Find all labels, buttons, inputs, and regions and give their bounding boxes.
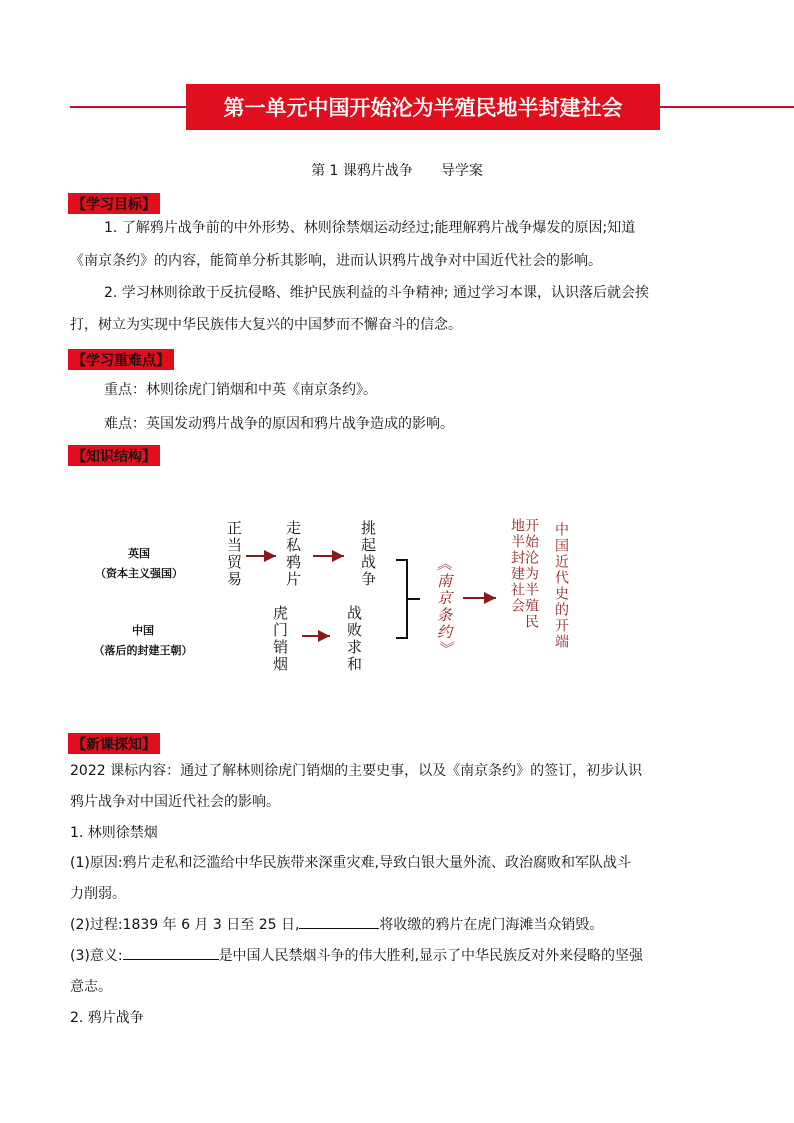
node-start-war: 挑起战争 — [359, 520, 377, 588]
lesson-type: 导学案 — [440, 163, 483, 179]
objective-1-line-2: 《南京条约》的内容，能简单分析其影响，进而认识鸦片战争对中国近代社会的影响。 — [70, 253, 602, 269]
structure-heading: 【知识结构】 — [68, 445, 160, 466]
node-result-modern-history: 中国近代史的开端 — [553, 522, 569, 650]
process-blank[interactable] — [299, 914, 379, 929]
standard-line-1: 2022 课标内容：通过了解林则徐虎门销烟的主要史事，以及《南京条约》的签订，初步认识 — [70, 763, 643, 779]
key-point: 重点：林则徐虎门销烟和中英《南京条约》。 — [104, 382, 377, 398]
standard-line-2: 鸦片战争对中国近代社会的影响。 — [70, 794, 280, 810]
cause-line-1: (1)原因:鸦片走私和泛滥给中华民族带来深重灾难,导致白银大量外流、政治腐败和军队战斗 — [70, 855, 631, 871]
cause-line-2: 力削弱。 — [70, 886, 126, 902]
meaning-line-1 — [70, 941, 643, 971]
objectives-heading: 【学习目标】 — [68, 193, 160, 214]
china-name: 中国 — [132, 624, 154, 637]
meaning-blank[interactable] — [123, 945, 219, 960]
node-result-semi-colonial: 开始沦为半殖民地半封建社会 — [509, 518, 539, 630]
node-nanjing-treaty: 《南京条约》 — [435, 556, 453, 658]
china-desc: （落后的封建王朝） — [93, 644, 193, 657]
lesson-name: 第 1 课鸦片战争 — [311, 163, 413, 179]
britain-name: 英国 — [128, 547, 150, 560]
meaning-prefix: (3)意义: — [70, 948, 123, 964]
meaning-suffix: 是中国人民禁烟斗争的伟大胜利,显示了中华民族反对外来侵略的坚强 — [218, 948, 644, 964]
objective-2-line-2: 打，树立为实现中华民族伟大复兴的中国梦而不懈奋斗的信念。 — [70, 317, 462, 333]
meaning-line-2: 意志。 — [70, 979, 112, 995]
britain-desc: （资本主义强国） — [95, 567, 183, 580]
objective-1-line-1: 1. 了解鸦片战争前的中外形势、林则徐禁烟运动经过;能理解鸦片战争爆发的原因;知道 — [104, 220, 636, 236]
process-line — [70, 910, 603, 940]
node-humen-burning: 虎门销烟 — [271, 605, 289, 673]
section-2-title: 2. 鸦片战争 — [70, 1010, 144, 1026]
process-prefix: (2)过程:1839 年 6 月 3 日至 25 日, — [70, 917, 300, 933]
new-lesson-heading: 【新课探知】 — [68, 733, 160, 754]
bracket — [396, 560, 407, 638]
objective-2-line-1: 2. 学习林则徐敢于反抗侵略、维护民族利益的斗争精神; 通过学习本课，认识落后就会挨 — [104, 285, 649, 301]
section-1-title: 1. 林则徐禁烟 — [70, 825, 158, 841]
unit-title: 第一单元中国开始沦为半殖民地半封建社会 — [186, 84, 660, 130]
difficult-point: 难点：英国发动鸦片战争的原因和鸦片战争造成的影响。 — [104, 416, 454, 432]
node-opium-smuggling: 走私鸦片 — [284, 520, 302, 588]
node-defeat: 战败求和 — [345, 605, 363, 673]
key-points-heading: 【学习重难点】 — [68, 349, 174, 370]
process-suffix: 将收缴的鸦片在虎门海滩当众销毁。 — [379, 917, 604, 933]
node-legit-trade: 正当贸易 — [225, 520, 243, 588]
